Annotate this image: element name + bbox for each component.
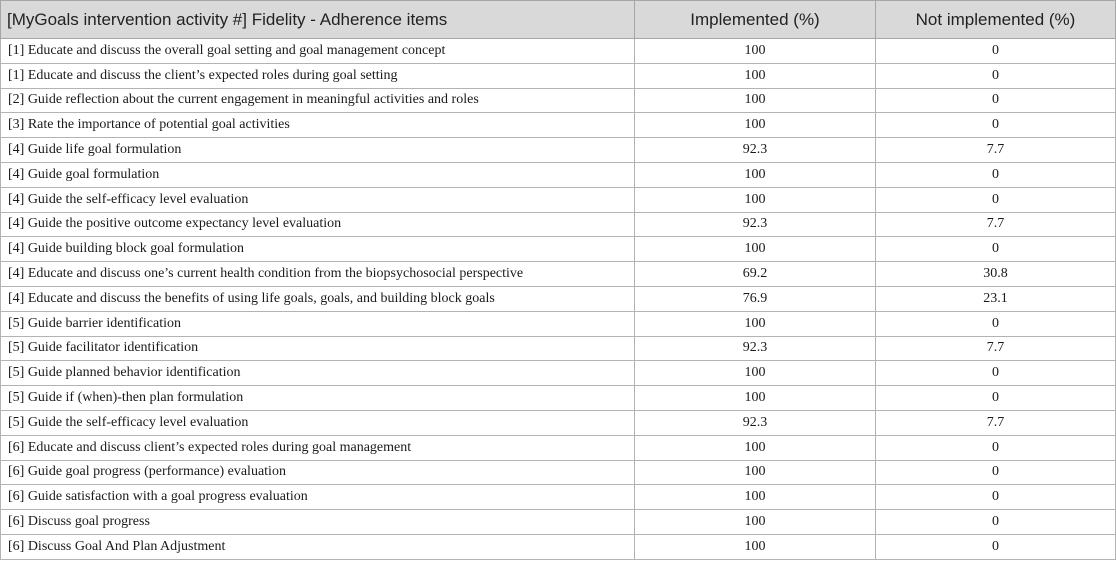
table-row (1, 510, 1116, 535)
table-row (1, 460, 1116, 485)
table-row (1, 187, 1116, 212)
adherence-item-cell: [1] Educate and discuss the client’s expected roles during goal setting (1, 63, 635, 88)
implemented-cell: 92.3 (635, 138, 876, 163)
not-implemented-cell: 0 (876, 361, 1116, 386)
adherence-item-cell: [5] Guide planned behavior identification (1, 361, 635, 386)
implemented-cell: 76.9 (635, 286, 876, 311)
adherence-item-cell: [4] Guide the self-efficacy level evaluation (1, 187, 635, 212)
adherence-item-cell: [4] Guide goal formulation (1, 162, 635, 187)
implemented-cell: 100 (635, 510, 876, 535)
not-implemented-cell: 0 (876, 510, 1116, 535)
not-implemented-cell: 0 (876, 311, 1116, 336)
table-row (1, 88, 1116, 113)
adherence-item-cell: [5] Guide facilitator identification (1, 336, 635, 361)
not-implemented-cell: 30.8 (876, 262, 1116, 287)
adherence-item-cell: [5] Guide if (when)-then plan formulation (1, 386, 635, 411)
adherence-item-cell: [1] Educate and discuss the overall goal setting and goal management concept (1, 39, 635, 64)
table-row (1, 361, 1116, 386)
header-implemented: Implemented (%) (635, 1, 876, 39)
table-row (1, 113, 1116, 138)
not-implemented-cell: 0 (876, 435, 1116, 460)
not-implemented-cell: 0 (876, 485, 1116, 510)
not-implemented-cell: 7.7 (876, 138, 1116, 163)
implemented-cell: 100 (635, 386, 876, 411)
table-header (1, 1, 1116, 39)
table-row (1, 162, 1116, 187)
implemented-cell: 100 (635, 162, 876, 187)
adherence-item-cell: [4] Guide life goal formulation (1, 138, 635, 163)
adherence-item-cell: [4] Guide the positive outcome expectancy level evaluation (1, 212, 635, 237)
implemented-cell: 92.3 (635, 336, 876, 361)
table-row (1, 534, 1116, 559)
table-row (1, 435, 1116, 460)
adherence-item-cell: [4] Guide building block goal formulation (1, 237, 635, 262)
implemented-cell: 69.2 (635, 262, 876, 287)
adherence-item-cell: [6] Discuss goal progress (1, 510, 635, 535)
not-implemented-cell: 0 (876, 113, 1116, 138)
table-row (1, 311, 1116, 336)
table-row (1, 138, 1116, 163)
table-row (1, 485, 1116, 510)
not-implemented-cell: 0 (876, 39, 1116, 64)
implemented-cell: 92.3 (635, 410, 876, 435)
adherence-item-cell: [6] Guide satisfaction with a goal progress evaluation (1, 485, 635, 510)
not-implemented-cell: 0 (876, 534, 1116, 559)
implemented-cell: 100 (635, 187, 876, 212)
header-not-implemented: Not implemented (%) (876, 1, 1116, 39)
implemented-cell: 100 (635, 460, 876, 485)
table-row (1, 39, 1116, 64)
table-row (1, 336, 1116, 361)
adherence-item-cell: [5] Guide the self-efficacy level evaluation (1, 410, 635, 435)
not-implemented-cell: 0 (876, 237, 1116, 262)
implemented-cell: 100 (635, 88, 876, 113)
table-row (1, 262, 1116, 287)
implemented-cell: 100 (635, 63, 876, 88)
adherence-item-cell: [4] Educate and discuss one’s current health condition from the biopsychosocial perspective (1, 262, 635, 287)
not-implemented-cell: 0 (876, 187, 1116, 212)
not-implemented-cell: 7.7 (876, 410, 1116, 435)
adherence-item-cell: [5] Guide barrier identification (1, 311, 635, 336)
implemented-cell: 100 (635, 485, 876, 510)
implemented-cell: 100 (635, 39, 876, 64)
adherence-item-cell: [6] Educate and discuss client’s expected roles during goal management (1, 435, 635, 460)
table-row (1, 386, 1116, 411)
table-row (1, 212, 1116, 237)
implemented-cell: 100 (635, 237, 876, 262)
adherence-item-cell: [6] Guide goal progress (performance) evaluation (1, 460, 635, 485)
not-implemented-cell: 0 (876, 386, 1116, 411)
table-row (1, 286, 1116, 311)
not-implemented-cell: 0 (876, 88, 1116, 113)
not-implemented-cell: 23.1 (876, 286, 1116, 311)
header-adherence-items: [MyGoals intervention activity #] Fidelity - Adherence items (1, 1, 635, 39)
not-implemented-cell: 0 (876, 162, 1116, 187)
adherence-item-cell: [3] Rate the importance of potential goal activities (1, 113, 635, 138)
implemented-cell: 92.3 (635, 212, 876, 237)
implemented-cell: 100 (635, 311, 876, 336)
table-row (1, 237, 1116, 262)
implemented-cell: 100 (635, 113, 876, 138)
not-implemented-cell: 7.7 (876, 212, 1116, 237)
table-body (1, 39, 1116, 560)
implemented-cell: 100 (635, 534, 876, 559)
implemented-cell: 100 (635, 361, 876, 386)
header-row (1, 1, 1116, 39)
implemented-cell: 100 (635, 435, 876, 460)
not-implemented-cell: 7.7 (876, 336, 1116, 361)
not-implemented-cell: 0 (876, 460, 1116, 485)
adherence-item-cell: [6] Discuss Goal And Plan Adjustment (1, 534, 635, 559)
adherence-item-cell: [4] Educate and discuss the benefits of using life goals, goals, and building block goals (1, 286, 635, 311)
not-implemented-cell: 0 (876, 63, 1116, 88)
adherence-item-cell: [2] Guide reflection about the current engagement in meaningful activities and roles (1, 88, 635, 113)
table-row (1, 410, 1116, 435)
table-row (1, 63, 1116, 88)
